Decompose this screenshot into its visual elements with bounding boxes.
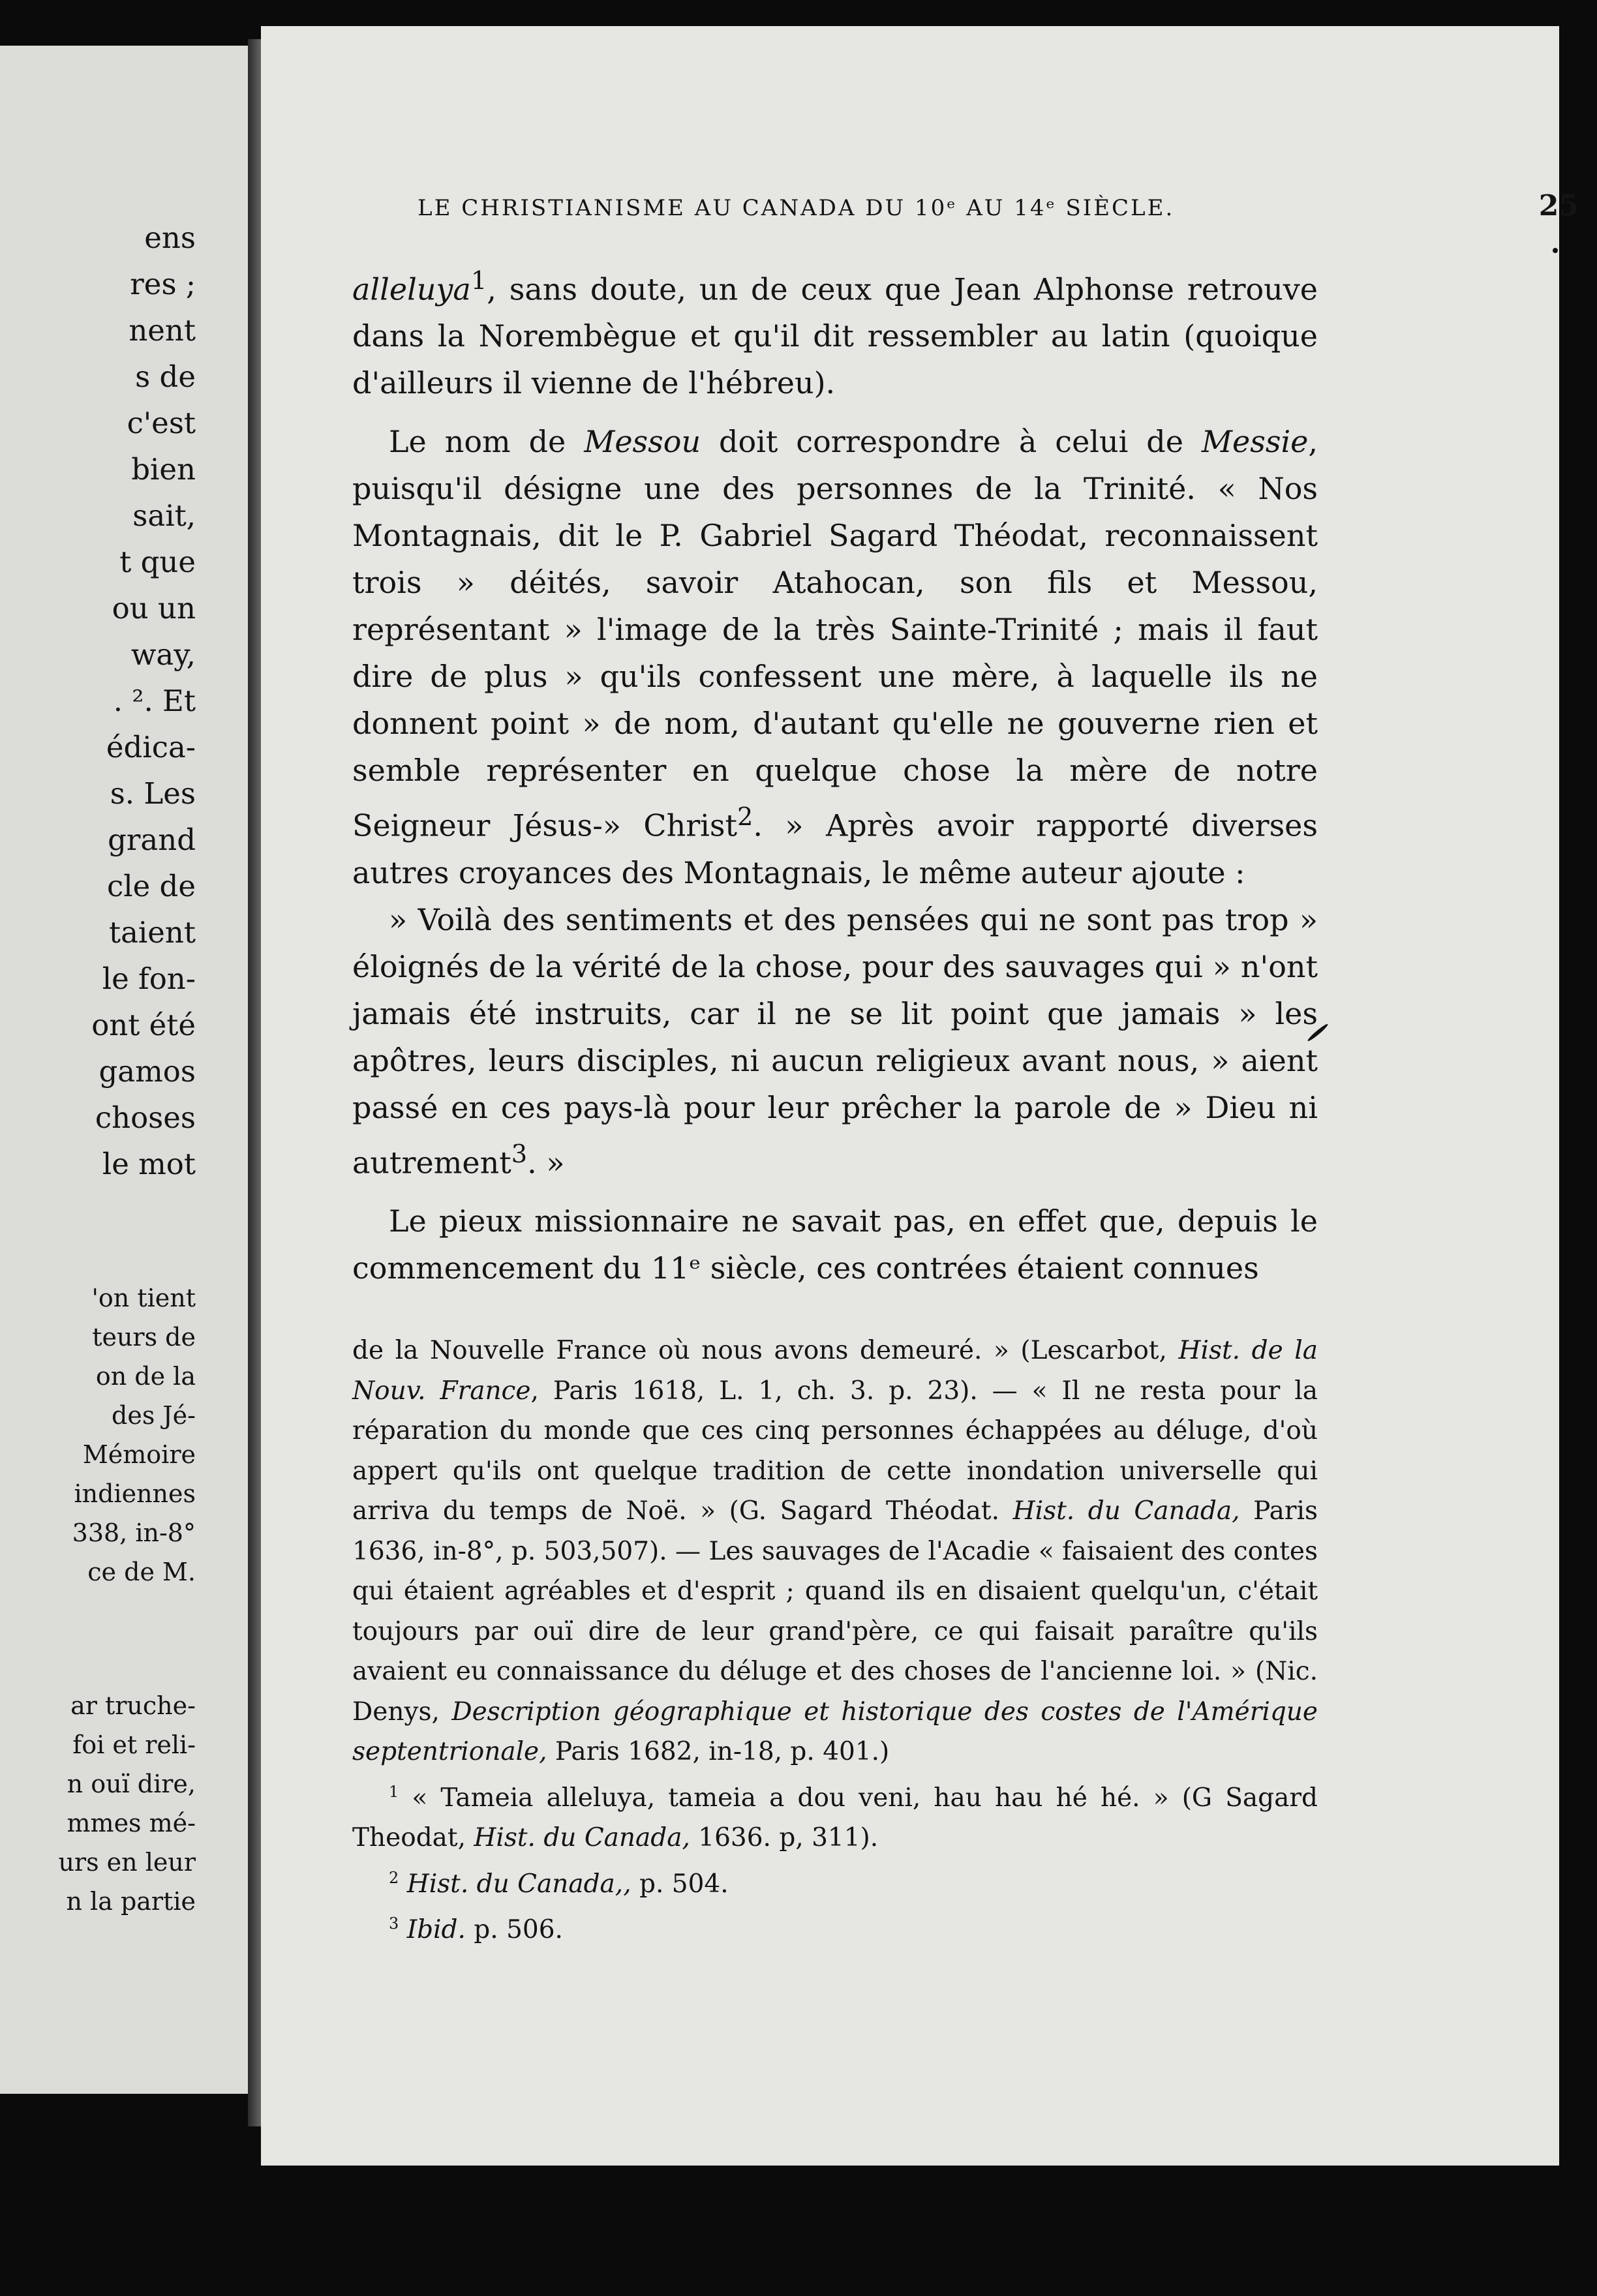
word-messou: Messou: [584, 424, 701, 460]
word-messie: Messie: [1201, 424, 1309, 460]
facing-page-line: bien: [131, 452, 196, 487]
facing-page-fragment: [0, 46, 261, 2094]
footnote-title: Hist. du Canada,,: [406, 1869, 631, 1899]
facing-page-line: ou un: [112, 591, 196, 626]
facing-page-line: Mémoire: [82, 1440, 196, 1469]
footnote-number: 3: [389, 1914, 399, 1933]
facing-page-line: n la partie: [66, 1887, 196, 1916]
paragraph-missionnaire: [352, 1198, 1318, 1292]
facing-page-line: des Jé-: [112, 1401, 196, 1430]
footnote-text: Paris 1636, in-8°, p. 503,507). — Les sauvages de l'Acadie « faisaient des contes qui étaient agréables et d'esprit ; quand ils en disaient quelqu'un, c'était toujours par ouï dire de leur grand'père, ce qui faisait paraître qu'ils avaient eu connaissance du déluge et des choses de l'ancienne loi. » (Nic. Denys,: [352, 1496, 1318, 1727]
main-text: [352, 258, 1318, 1292]
facing-page-line: le fon-: [102, 961, 196, 996]
scan-speck: [1553, 248, 1558, 253]
footnote-ref-1: 1: [470, 266, 487, 295]
facing-page-line: c'est: [127, 406, 196, 440]
facing-page-line: foi et reli-: [72, 1730, 196, 1759]
facing-page-line: gamos: [99, 1054, 196, 1089]
footnote-1: [352, 1772, 1318, 1858]
footnote-text: p. 504.: [631, 1869, 729, 1899]
paragraph-quotation: [352, 896, 1318, 1186]
paragraph-text: doit correspondre à celui de: [701, 424, 1202, 460]
facing-page-line: le mot: [102, 1147, 196, 1181]
page-number: 25: [1538, 189, 1579, 222]
facing-page-line: nent: [129, 313, 196, 348]
facing-page-line: . ². Et: [113, 684, 196, 718]
paragraph-text: siècle, ces contrées étaient connues: [701, 1250, 1259, 1286]
facing-page-line: sait,: [132, 498, 196, 533]
footnote-text: , Paris 1618, L. 1, ch. 3. p. 23). — « Il ne resta pour la réparation du monde que ces cinq personnes échappées au déluge, d'où appert qu'ils ont quelque tradition de cette inondation universelle qui arriva du temps de Noë. » (G. Sagard Théodat.: [352, 1376, 1318, 1526]
facing-page-line: way,: [130, 637, 196, 672]
facing-page-line: taient: [108, 915, 196, 950]
facing-page-line: s. Les: [110, 776, 196, 811]
running-head: [418, 189, 1579, 222]
facing-page-line: t que: [119, 545, 196, 579]
paragraph-text: , sans doute, un de ceux que Jean Alphonse retrouve dans la Norembègue et qu'il dit ressembler au latin (quoique d'ailleurs il vienne de l'hébreu).: [352, 271, 1318, 401]
facing-page-line: 'on tient: [91, 1284, 196, 1312]
footnote-3: [352, 1904, 1318, 1950]
footnote-title: Ibid.: [406, 1915, 466, 1944]
facing-page-line: teurs de: [92, 1323, 196, 1352]
footnote-text: 1636. p, 311).: [690, 1823, 879, 1852]
footnote-number: 1: [389, 1782, 399, 1801]
paragraph-messou: [352, 418, 1318, 896]
facing-page-line: urs en leur: [58, 1848, 196, 1877]
footnotes: [352, 1331, 1318, 1950]
facing-page-line: choses: [95, 1100, 196, 1135]
facing-page-line: édica-: [106, 730, 196, 764]
facing-page-line: ens: [144, 220, 196, 255]
footnote-continuation: [352, 1331, 1318, 1772]
footnote-text: p. 506.: [465, 1915, 563, 1944]
footnote-ref-3: 3: [511, 1139, 528, 1169]
running-head-title: LE CHRISTIANISME AU CANADA DU 10ᵉ AU 14ᵉ SIÈCLE.: [418, 195, 1175, 221]
footnote-title: Hist. du Canada,: [474, 1823, 690, 1852]
paragraph-text: » Voilà des sentiments et des pensées qui ne sont pas trop » éloignés de la vérité de la chose, pour des sauvages qui » n'ont jamais été instruits, car il ne se lit point que jamais » les apôtres, leurs disciples, ni aucun religieux avant nous, » aient passé en ces pays-là pour leur prêcher la parole de » Dieu ni autrement: [352, 901, 1318, 1180]
footnote-title: Description géographique et historique des costes de l'Amérique septentrionale,: [352, 1697, 1318, 1766]
facing-page-line: res ;: [130, 267, 196, 301]
paragraph-alleluya: [352, 258, 1318, 406]
paragraph-text: , puisqu'il désigne une des personnes de la Trinité. « Nos Montagnais, dit le P. Gabriel Sagard Théodat, reconnaissent trois » déités, savoir Atahocan, son fils et Messou, représentant » l'image de la très Sainte-Trinité ; mais il faut dire de plus » qu'ils confessent une mère, à laquelle ils ne donnent point » de nom, d'autant qu'elle ne gouverne rien et semble représenter en quelque chose la mère de notre Seigneur Jésus-» Christ: [352, 424, 1318, 843]
footnote-text: Paris 1682, in-18, p. 401.): [547, 1737, 890, 1766]
facing-page-line: s de: [135, 359, 196, 394]
facing-page-line: 338, in-8°: [72, 1518, 196, 1547]
footnote-text: de la Nouvelle France où nous avons demeuré. » (Lescarbot,: [352, 1336, 1179, 1365]
footnote-text: « Tameia alleluya, tameia a dou veni, hau hau hé hé. » (G Sagard Theodat,: [352, 1783, 1318, 1852]
facing-page-line: ont été: [91, 1008, 196, 1042]
footnote-ref-2: 2: [737, 802, 753, 832]
book-page: [261, 26, 1579, 2166]
word-alleluya: alleluya: [352, 271, 471, 307]
facing-page-line: grand: [108, 823, 196, 857]
facing-page-line: ce de M.: [87, 1558, 196, 1586]
paragraph-text: . » Après avoir rapporté diverses autres croyances des Montagnais, le même auteur ajoute :: [352, 808, 1318, 890]
facing-page-line: on de la: [95, 1362, 196, 1391]
footnote-title: Hist. du Canada,: [1012, 1496, 1240, 1526]
facing-page-line: indiennes: [74, 1479, 196, 1508]
facing-page-line: mmes mé-: [67, 1809, 196, 1837]
facing-page-line: cle de: [107, 869, 196, 903]
facing-page-line: ar truche-: [70, 1691, 196, 1720]
paragraph-text: Le pieux missionnaire ne savait pas, en effet que, depuis le commencement du: [352, 1203, 1318, 1286]
century-number: 11ᵉ: [650, 1250, 701, 1286]
footnote-title: Hist. de la Nouv. France: [352, 1336, 1318, 1406]
footnote-2: [352, 1858, 1318, 1905]
paragraph-text: . »: [527, 1144, 565, 1180]
footnote-number: 2: [389, 1868, 399, 1887]
facing-page-line: n ouï dire,: [67, 1770, 196, 1798]
paragraph-text: Le nom de: [389, 424, 585, 460]
